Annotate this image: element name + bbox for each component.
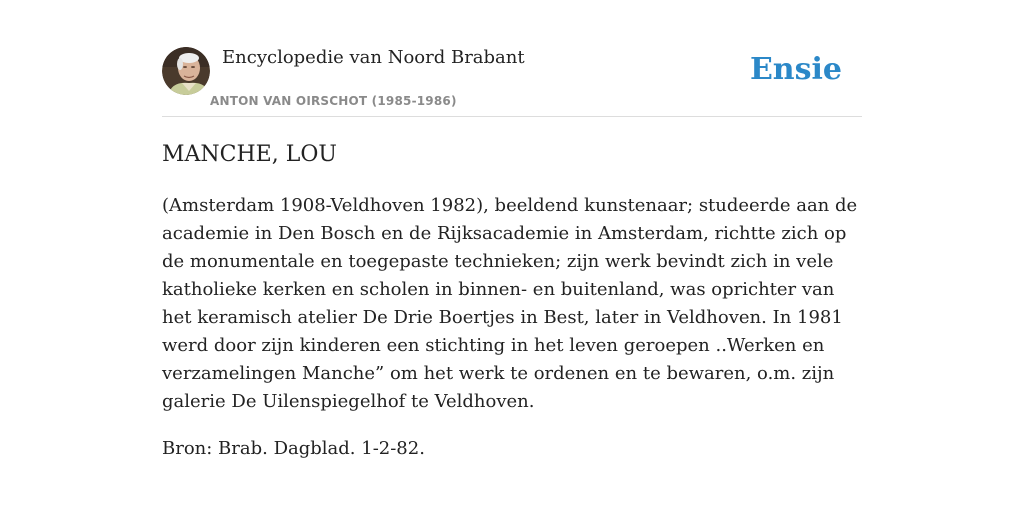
- article-source: Bron: Brab. Dagblad. 1-2-82.: [162, 438, 425, 459]
- page-container: [162, 0, 862, 459]
- page-header: [162, 0, 862, 117]
- author-avatar[interactable]: [162, 47, 210, 95]
- ensie-logo-link[interactable]: Ensie: [749, 52, 842, 87]
- author-byline[interactable]: ANTON VAN OIRSCHOT (1985-1986): [210, 94, 457, 108]
- article-title: MANCHE, LOU: [162, 142, 337, 167]
- site-title[interactable]: Encyclopedie van Noord Brabant: [222, 47, 525, 68]
- article-body: (Amsterdam 1908-Veldhoven 1982), beeldend kunstenaar; studeerde aan de academie in Den Bosch en de Rijksacademie in Amsterdam, richtte zich op de monumentale en toegepaste technieken; zijn werk bevindt zich in vele katholieke kerken en scholen in binnen- en buitenland, was oprichter van het keramisch atelier De Drie Boertjes in Best, later in Veldhoven. In 1981 werd door zijn kinderen een stichting in het leven geroepen ..Werken en verzamelingen Manche” om het werk te ordenen en te bewaren, o.m. zijn galerie De Uilenspiegelhof te Veldhoven.: [162, 195, 858, 412]
